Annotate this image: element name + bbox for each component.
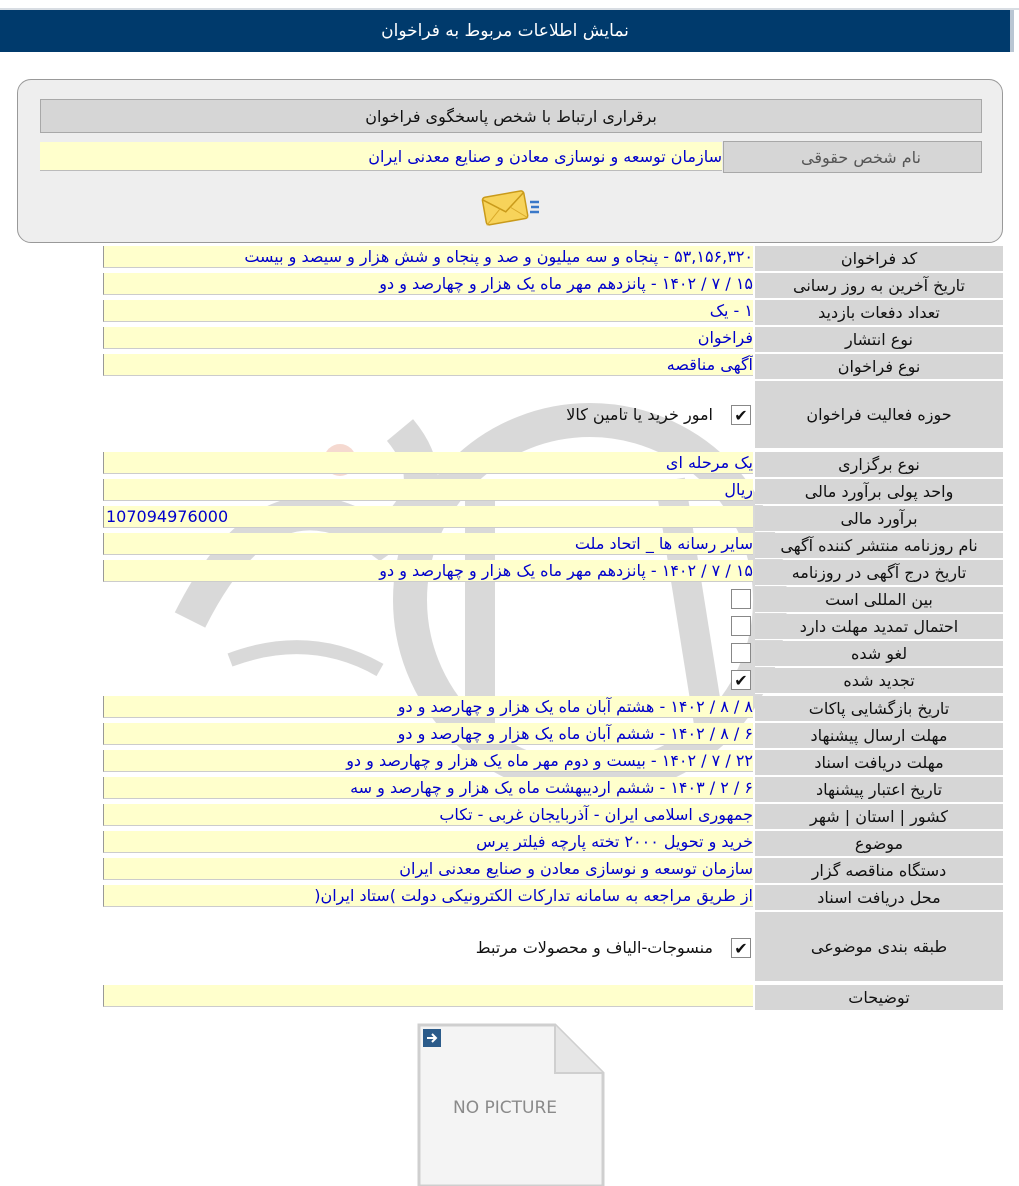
- label-doc-deadline: مهلت دریافت اسناد: [755, 750, 1003, 776]
- label-doc-place: محل دریافت اسناد: [755, 885, 1003, 911]
- row-tender-code: [103, 246, 1003, 272]
- page-title: [0, 10, 1014, 52]
- value-currency: ریال: [103, 479, 753, 501]
- row-extension: [103, 614, 1003, 640]
- label-validity: تاریخ اعتبار پیشنهاد: [755, 777, 1003, 803]
- label-extension: احتمال تمدید مهلت دارد: [755, 614, 1003, 640]
- row-holding-type: [103, 452, 1003, 478]
- label-last-update: تاریخ آخرین به روز رسانی: [755, 273, 1003, 299]
- label-description: توضیحات: [755, 985, 1003, 1011]
- row-newspaper: [103, 533, 1003, 559]
- row-international: [103, 587, 1003, 613]
- row-category: [103, 912, 1003, 982]
- label-subject: موضوع: [755, 831, 1003, 857]
- label-cancelled: لغو شده: [755, 641, 1003, 667]
- label-international: بین المللی است: [755, 587, 1003, 613]
- value-tender-type: آگهی مناقصه: [103, 354, 753, 376]
- value-validity: ۶ / ۲ / ۱۴۰۳ - ششم اردیبهشت ماه یک هزار و چهارصد و سه: [103, 777, 753, 799]
- row-publish-type: [103, 327, 1003, 353]
- activity-area-checkbox[interactable]: ✔: [731, 405, 751, 425]
- cancelled-checkbox[interactable]: [731, 643, 751, 663]
- value-subject: خرید و تحویل ۲۰۰۰ تخته پارچه فیلتر پرس: [103, 831, 753, 853]
- label-submit-deadline: مهلت ارسال پیشنهاد: [755, 723, 1003, 749]
- value-submit-deadline: ۶ / ۸ / ۱۴۰۲ - ششم آبان ماه یک هزار و چهارصد و دو: [103, 723, 753, 745]
- value-doc-place: از طریق مراجعه به سامانه تدارکات الکترونیکی دولت )ستاد ایران(: [103, 885, 753, 907]
- row-subject: [103, 831, 1003, 857]
- no-picture-image: [415, 1021, 605, 1186]
- renewed-checkbox[interactable]: ✔: [731, 670, 751, 690]
- activity-area-text: امور خرید یا تامین کالا: [566, 405, 713, 424]
- label-location: کشور | استان | شهر: [755, 804, 1003, 830]
- contact-panel: [17, 79, 1003, 243]
- contact-label: [723, 141, 982, 173]
- value-location: جمهوری اسلامی ایران - آذربایجان غربی - تکاب: [103, 804, 753, 826]
- label-category: طبقه بندی موضوعی: [755, 912, 1003, 982]
- contact-label-text: نام شخص حقوقی: [801, 147, 921, 167]
- label-visit-count: تعداد دفعات بازدید: [755, 300, 1003, 326]
- row-newspaper-date: [103, 560, 1003, 586]
- value-visit-count: ۱ - یک: [103, 300, 753, 322]
- row-activity-area: [103, 381, 1003, 449]
- row-tender-type: [103, 354, 1003, 380]
- value-newspaper-date: ۱۵ / ۷ / ۱۴۰۲ - پانزدهم مهر ماه یک هزار و چهارصد و دو: [103, 560, 753, 582]
- row-last-update: [103, 273, 1003, 299]
- row-estimate: [103, 506, 1003, 532]
- row-opening-date: [103, 696, 1003, 722]
- no-picture-text: NO PICTURE: [453, 1098, 558, 1118]
- label-publish-type: نوع انتشار: [755, 327, 1003, 353]
- category-checkbox[interactable]: ✔: [731, 938, 751, 958]
- extension-checkbox[interactable]: [731, 616, 751, 636]
- value-holding-type: یک مرحله ای: [103, 452, 753, 474]
- value-publish-type: فراخوان: [103, 327, 753, 349]
- row-cancelled: [103, 641, 1003, 667]
- label-estimate: برآورد مالی: [755, 506, 1003, 532]
- label-newspaper: نام روزنامه منتشر کننده آگهی: [755, 533, 1003, 559]
- label-tender-type: نوع فراخوان: [755, 354, 1003, 380]
- row-visit-count: [103, 300, 1003, 326]
- row-validity: [103, 777, 1003, 803]
- value-opening-date: ۸ / ۸ / ۱۴۰۲ - هشتم آبان ماه یک هزار و چهارصد و دو: [103, 696, 753, 718]
- row-renewed: [103, 668, 1003, 694]
- label-tender-code: کد فراخوان: [755, 246, 1003, 272]
- row-submit-deadline: [103, 723, 1003, 749]
- value-estimate: 107094976000: [103, 506, 753, 528]
- row-doc-place: [103, 885, 1003, 911]
- page-title-text: نمایش اطلاعات مربوط به فراخوان: [381, 21, 629, 41]
- label-newspaper-date: تاریخ درج آگهی در روزنامه: [755, 560, 1003, 586]
- label-currency: واحد پولی برآورد مالی: [755, 479, 1003, 505]
- label-organizer: دستگاه مناقصه گزار: [755, 858, 1003, 884]
- category-text: منسوجات-الیاف و محصولات مرتبط: [475, 938, 713, 957]
- label-holding-type: نوع برگزاری: [755, 452, 1003, 478]
- international-checkbox[interactable]: [731, 589, 751, 609]
- label-opening-date: تاریخ بازگشایی پاکات: [755, 696, 1003, 722]
- value-tender-code: ۵۳,۱۵۶,۳۲۰ - پنجاه و سه میلیون و صد و پنجاه و شش هزار و سیصد و بیست: [103, 246, 753, 268]
- label-activity-area: حوزه فعالیت فراخوان: [755, 381, 1003, 449]
- value-description: [103, 985, 753, 1007]
- row-doc-deadline: [103, 750, 1003, 776]
- row-currency: [103, 479, 1003, 505]
- row-organizer: [103, 858, 1003, 884]
- value-doc-deadline: ۲۲ / ۷ / ۱۴۰۲ - بیست و دوم مهر ماه یک هزار و چهارصد و دو: [103, 750, 753, 772]
- row-description: [103, 985, 1003, 1011]
- envelope-icon[interactable]: [480, 185, 542, 229]
- label-renewed: تجدید شده: [755, 668, 1003, 694]
- contact-title: برقراری ارتباط با شخص پاسخگوی فراخوان: [40, 99, 982, 133]
- value-last-update: ۱۵ / ۷ / ۱۴۰۲ - پانزدهم مهر ماه یک هزار و چهارصد و دو: [103, 273, 753, 295]
- row-location: [103, 804, 1003, 830]
- value-newspaper: سایر رسانه ها _ اتحاد ملت: [103, 533, 753, 555]
- value-organizer: سازمان توسعه و نوسازی معادن و صنایع معدنی ایران: [103, 858, 753, 880]
- contact-value: سازمان توسعه و نوسازی معادن و صنایع معدنی ایران: [40, 142, 722, 171]
